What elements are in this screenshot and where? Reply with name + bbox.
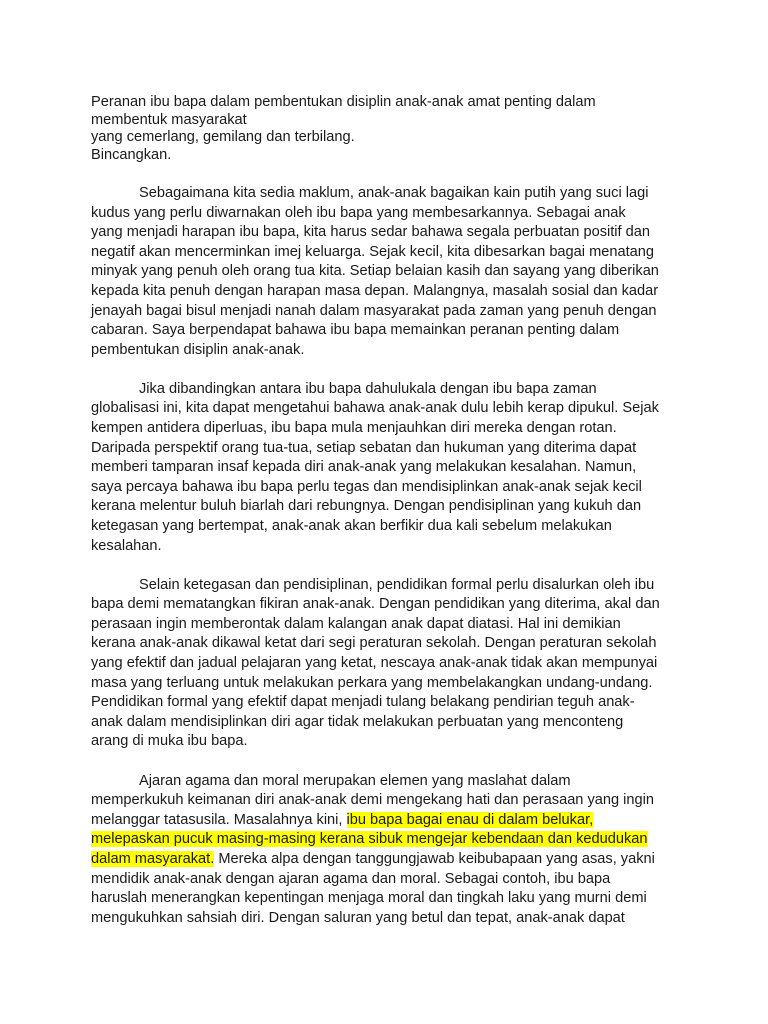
paragraph-line: arang di muka ibu bapa. bbox=[91, 733, 248, 750]
question-line: membentuk masyarakat bbox=[91, 111, 247, 128]
paragraph-line bbox=[91, 850, 661, 870]
paragraph-line: haruslah menerangkan kepentingan menjaga moral dan tingkah laku yang murni demi bbox=[91, 890, 647, 907]
paragraph-line: globalisasi ini, kita dapat mengetahui bahawa anak-anak dulu lebih kerap dipukul. Sejak bbox=[91, 400, 659, 417]
paragraph-line: pembentukan disiplin anak-anak. bbox=[91, 341, 305, 358]
paragraph-agama-moral bbox=[91, 772, 661, 929]
plain-text: melanggar tatasusila. Masalahnya kini, bbox=[91, 811, 347, 828]
paragraph-line: cabaran. Saya berpendapat bahawa ibu bapa memainkan peranan penting dalam bbox=[91, 322, 620, 339]
essay-question bbox=[91, 94, 691, 164]
paragraph-line: jenayah bagai bisul menjadi nanah dalam masyarakat pada zaman yang penuh dengan bbox=[91, 302, 657, 319]
essay-body bbox=[91, 184, 661, 948]
paragraph-line: memberi tamparan insaf kepada diri anak-anak yang melakukan kesalahan. Namun, bbox=[91, 459, 637, 476]
paragraph-line: ketegasan yang bertempat, anak-anak akan berfikir dua kali sebelum melakukan bbox=[91, 518, 612, 534]
question-line: yang cemerlang, gemilang dan terbilang. bbox=[91, 129, 355, 146]
paragraph-line: kesalahan. bbox=[91, 537, 162, 554]
paragraph-introduction bbox=[91, 184, 661, 360]
paragraph-line: anak dalam mendisiplinkan diri agar tidak melakukan perbuatan yang menconteng bbox=[91, 713, 624, 730]
highlighted-text: ibu bapa bagai enau di dalam belukar, bbox=[346, 811, 594, 828]
paragraph-line: mengukuhkan sahsiah diri. Dengan saluran yang betul dan tepat, anak-anak dapat bbox=[91, 909, 625, 926]
paragraph-ketegasan bbox=[91, 380, 661, 556]
paragraph-line: kerana anak-anak dikawal ketat dari segi peraturan sekolah. Dengan peraturan sekolah bbox=[91, 635, 657, 652]
paragraph-line: bapa demi mematangkan fikiran anak-anak. Dengan pendidikan yang diterima, akal dan bbox=[91, 596, 660, 613]
paragraph-line: memperkukuh keimanan diri anak-anak demi mengekang hati dan perasaan yang ingin bbox=[91, 792, 655, 809]
paragraph-line: masa yang terluang untuk melakukan perkara yang membelakangkan undang-undang. bbox=[91, 674, 653, 691]
paragraph-line: saya percaya bahawa ibu bapa perlu tegas dan mendisiplinkan anak-anak sejak kecil bbox=[91, 478, 642, 495]
paragraph-line bbox=[91, 811, 661, 831]
paragraph-line: yang menjadi harapan ibu bapa, kita harus sedar bahawa segala perbuatan positif dan bbox=[91, 224, 651, 241]
paragraph-line: Jika dibandingkan antara ibu bapa dahulukala dengan ibu bapa zaman bbox=[139, 380, 597, 397]
paragraph-line: Sebagaimana kita sedia maklum, anak-anak bagaikan kain putih yang suci lagi bbox=[139, 185, 649, 201]
paragraph-line: kudus yang perlu diwarnakan oleh ibu bapa yang membesarkannya. Sebagai anak bbox=[91, 204, 626, 221]
paragraph-line bbox=[91, 830, 661, 850]
paragraph-line: kempen antidera diperluas, ibu bapa mula menjauhkan diri mereka dengan rotan. bbox=[91, 420, 617, 437]
highlighted-text: dalam masyarakat. bbox=[91, 850, 215, 867]
paragraph-line: kerana melentur buluh biarlah dari rebungnya. Dengan pendisiplinan yang kukuh dan bbox=[91, 498, 642, 515]
plain-text: Mereka alpa dengan tanggungjawab keibubapaan yang asas, yakni bbox=[214, 850, 655, 867]
paragraph-pendidikan-formal bbox=[91, 576, 661, 752]
paragraph-line: kepada kita penuh dengan harapan masa depan. Malangnya, masalah sosial dan kadar bbox=[91, 282, 659, 299]
question-instruction: Bincangkan. bbox=[91, 146, 172, 163]
paragraph-line: minyak yang penuh oleh orang tua kita. Setiap belaian kasih dan sayang yang diberikan bbox=[91, 263, 659, 280]
highlighted-text: melepaskan pucuk masing-masing kerana sibuk mengejar kebendaan dan kedudukan bbox=[91, 831, 648, 848]
paragraph-line: Selain ketegasan dan pendisiplinan, pendidikan formal perlu disalurkan oleh ibu bbox=[139, 576, 655, 593]
paragraph-line: Daripada perspektif orang tua-tua, setiap sebatan dan hukuman yang diterima dapat bbox=[91, 439, 637, 456]
paragraph-line: mendidik anak-anak dengan ajaran agama dan moral. Sebagai contoh, ibu bapa bbox=[91, 870, 611, 887]
paragraph-line: Ajaran agama dan moral merupakan elemen yang maslahat dalam bbox=[139, 772, 571, 789]
paragraph-line: yang efektif dan jadual pelajaran yang ketat, nescaya anak-anak tidak akan mempunyai bbox=[91, 655, 658, 672]
question-line: Peranan ibu bapa dalam pembentukan disiplin anak-anak amat penting dalam bbox=[91, 94, 596, 110]
paragraph-line: Pendidikan formal yang efektif dapat menjadi tulang belakang pendirian teguh anak- bbox=[91, 694, 635, 711]
paragraph-line: perasaan ingin memberontak dalam kalangan anak dapat diatasi. Hal ini demikian bbox=[91, 615, 621, 632]
paragraph-line: negatif akan mencerminkan imej keluarga. Sejak kecil, kita dibesarkan bagai menatang bbox=[91, 243, 654, 260]
